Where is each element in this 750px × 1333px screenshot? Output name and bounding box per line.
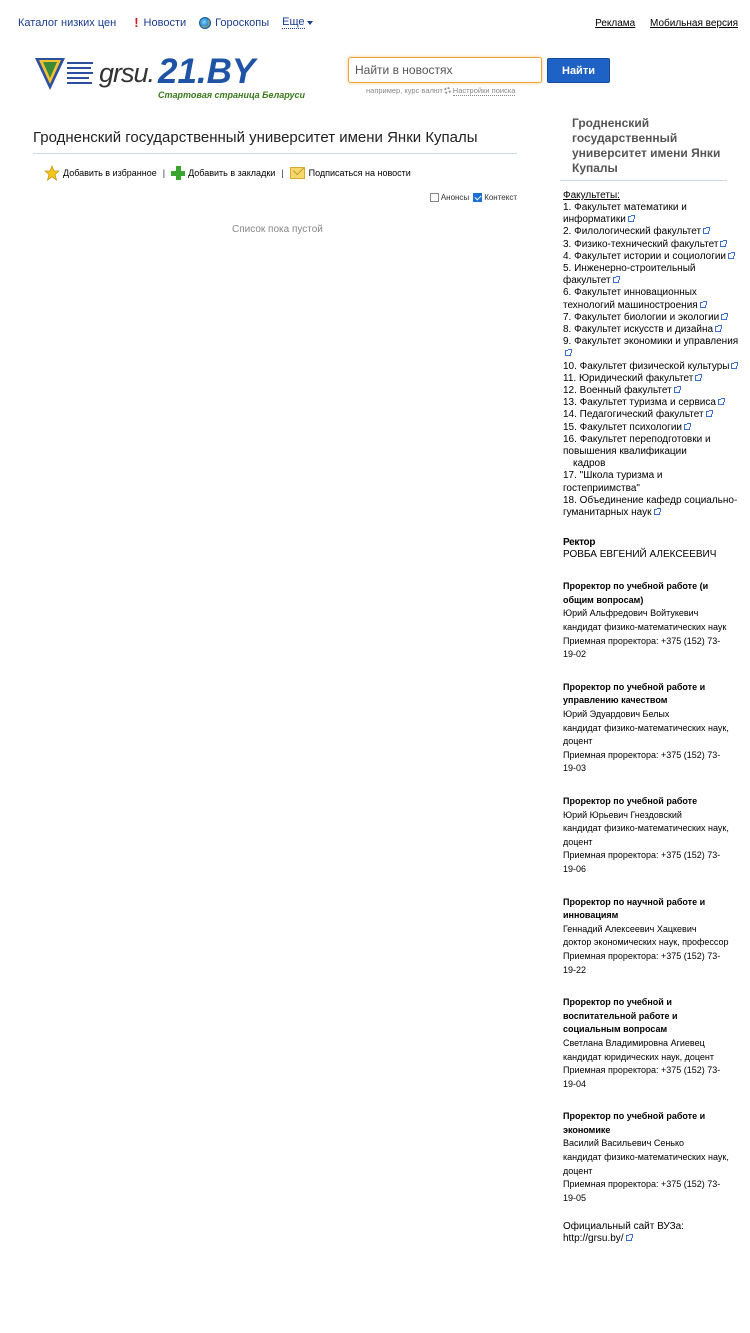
prorector-phone: Приемная проректора: +375 (152) 73-19-04 xyxy=(563,1065,721,1089)
external-link-icon[interactable] xyxy=(654,509,660,515)
grsu-wordmark: grsu. xyxy=(99,58,155,88)
site-logo[interactable]: 21.BY xyxy=(158,52,256,91)
faculty-name: 12. Военный факультет xyxy=(563,385,672,397)
prorector-heading: Проректор по учебной работе и управлению качеством xyxy=(563,681,706,706)
prorector-phone: Приемная проректора: +375 (152) 73-19-03 xyxy=(563,749,721,774)
external-link-icon[interactable] xyxy=(703,228,709,234)
action-separator: | xyxy=(281,168,284,178)
page-title: Гродненский государственный университет имени Янки Купалы xyxy=(33,129,478,146)
faculty-item[interactable] xyxy=(563,239,741,251)
add-to-bookmarks-button[interactable] xyxy=(171,166,275,180)
action-bar xyxy=(44,165,411,181)
faculty-name: 16. Факультет переподготовки и повышения квалификации xyxy=(563,433,711,458)
action-separator: | xyxy=(162,168,166,178)
faculty-item[interactable] xyxy=(563,226,741,238)
nav-catalog-link[interactable]: Каталог низких цен xyxy=(18,16,117,29)
external-link-icon[interactable] xyxy=(700,302,706,308)
official-site xyxy=(563,1221,741,1245)
external-link-icon[interactable] xyxy=(706,411,712,417)
faculty-item[interactable] xyxy=(563,409,741,421)
prorector-degree: кандидат юридических наук, доцент xyxy=(563,1051,715,1062)
add-to-favorites-button[interactable] xyxy=(44,165,157,181)
gear-icon xyxy=(444,87,451,94)
top-links xyxy=(583,18,738,29)
announcements-checkbox[interactable] xyxy=(430,193,439,202)
prorector-heading: Проректор по научной работе и инновациям xyxy=(563,896,706,921)
official-site-label: Официальный сайт ВУЗа: xyxy=(563,1221,684,1233)
official-site-row[interactable] xyxy=(563,1233,741,1245)
faculty-item xyxy=(563,470,741,494)
prorector-block xyxy=(563,795,731,877)
university-info xyxy=(563,190,741,1245)
prorector-name: Юрий Альфредович Войтукевич xyxy=(563,608,699,619)
sidebar-title: Гродненский государственный университет имени Янки Купалы xyxy=(572,116,721,175)
sidebar-divider xyxy=(560,180,727,181)
nav-news-link[interactable] xyxy=(134,16,186,29)
external-link-icon[interactable] xyxy=(626,1235,632,1241)
faculty-item[interactable] xyxy=(563,287,741,311)
prorector-block xyxy=(563,1110,731,1205)
faculty-item xyxy=(563,434,741,458)
faculty-name: 6. Факультет инновационных технологий машиностроения xyxy=(563,287,698,311)
external-link-icon[interactable] xyxy=(674,387,680,393)
faculty-item[interactable] xyxy=(563,202,741,226)
faculty-item[interactable] xyxy=(563,336,741,360)
faculty-name: 13. Факультет туризма и сервиса xyxy=(563,397,716,409)
prorector-degree: кандидат физико-математических наук, доцент xyxy=(563,1152,729,1176)
search-example: например, курс валют xyxy=(366,86,443,95)
prorector-block xyxy=(563,996,731,1091)
external-link-icon[interactable] xyxy=(720,241,726,247)
prorector-degree: кандидат физико-математических наук xyxy=(563,622,727,633)
faculty-item[interactable] xyxy=(563,361,741,373)
faculty-name: 9. Факультет экономики и управления xyxy=(563,336,739,348)
prorector-phone: Приемная проректора: +375 (152) 73-19-22 xyxy=(563,950,721,975)
external-link-icon[interactable] xyxy=(628,216,634,222)
search-input[interactable] xyxy=(348,57,542,83)
faculty-name: 1. Факультет математики и информатики xyxy=(563,202,687,226)
grsu-emblem-logo[interactable] xyxy=(33,56,97,92)
context-label: Контекст xyxy=(484,193,517,202)
site-slogan: Стартовая страница Беларуси xyxy=(158,90,306,100)
prorector-name: Геннадий Алексеевич Хацкевич xyxy=(563,923,697,934)
prorector-block xyxy=(563,681,731,776)
prorector-phone: Приемная проректора: +375 (152) 73-19-05 xyxy=(563,1179,721,1203)
ads-link[interactable]: Реклама xyxy=(595,18,636,29)
faculty-name: 8. Факультет искусств и дизайна xyxy=(563,324,714,336)
star-icon xyxy=(44,165,60,181)
prorector-phone: Приемная проректора: +375 (152) 73-19-02 xyxy=(563,635,721,660)
nav-more-label: Еще xyxy=(282,16,305,28)
faculty-name: 11. Юридический факультет xyxy=(563,372,694,384)
prorector-name: Василий Васильевич Сенько xyxy=(563,1138,685,1149)
prorector-name: Юрий Эдуардович Белых xyxy=(563,709,670,720)
rector-block xyxy=(563,537,741,561)
faculty-name: 7. Факультет биологии и экологии xyxy=(563,311,720,323)
mobile-version-link[interactable]: Мобильная версия xyxy=(650,18,738,29)
add-to-bookmarks-label: Добавить в закладки xyxy=(188,168,276,178)
prorector-degree: кандидат физико-математических наук, доцент xyxy=(563,722,729,747)
faculty-name: 3. Физико-технический факультет xyxy=(563,238,719,250)
nav-horoscopes-label: Гороскопы xyxy=(215,16,270,29)
search-hint xyxy=(366,86,515,95)
faculty-item-continuation xyxy=(563,458,741,470)
external-link-icon[interactable] xyxy=(718,399,724,405)
feed-filters xyxy=(430,193,517,202)
faculty-name: 4. Факультет истории и социологии xyxy=(563,250,727,262)
nav-horoscopes-link[interactable] xyxy=(199,17,269,29)
empty-list-message: Список пока пустой xyxy=(232,224,323,235)
prorector-block xyxy=(563,580,731,662)
prorector-phone: Приемная проректора: +375 (152) 73-19-06 xyxy=(563,850,721,874)
faculty-name: 5. Инженерно-строительный факультет xyxy=(563,263,696,287)
faculty-list xyxy=(563,202,741,519)
prorector-block xyxy=(563,896,731,978)
faculty-item[interactable] xyxy=(563,263,741,287)
external-link-icon[interactable] xyxy=(613,277,619,283)
faculty-name: 15. Факультет психологии xyxy=(563,421,682,433)
official-site-link[interactable]: http://grsu.by/ xyxy=(563,1233,624,1245)
faculty-item[interactable] xyxy=(563,397,741,409)
prorector-heading: Проректор по учебной работе и экономике xyxy=(563,1111,706,1135)
rector-name: РОВБА ЕВГЕНИЙ АЛЕКСЕЕВИЧ xyxy=(563,549,717,561)
faculty-item[interactable] xyxy=(563,373,741,385)
prorector-name: Светлана Владимировна Агиевец xyxy=(563,1037,705,1048)
prorector-heading: Проректор по учебной и воспитательной работе и социальным вопросам xyxy=(563,997,678,1035)
prorector-heading: Проректор по учебной работе xyxy=(563,796,698,806)
search-button[interactable]: Найти xyxy=(547,58,610,83)
exclamation-icon: ! xyxy=(134,15,139,30)
external-link-icon[interactable] xyxy=(731,363,737,369)
external-link-icon[interactable] xyxy=(565,350,571,356)
envelope-icon xyxy=(290,167,305,179)
faculty-item[interactable] xyxy=(563,385,741,397)
faculty-name: 10. Факультет физической культуры xyxy=(563,360,730,372)
rector-heading: Ректор xyxy=(563,537,596,549)
external-link-icon[interactable] xyxy=(684,424,690,430)
faculty-item[interactable] xyxy=(563,312,741,324)
external-link-icon[interactable] xyxy=(715,326,721,332)
faculty-item[interactable] xyxy=(563,324,741,336)
prorector-degree: кандидат физико-математических наук, доцент xyxy=(563,823,729,847)
announcements-label: Анонсы xyxy=(440,193,470,202)
prorector-heading: Проректор по учебной работе (и общим вопросам) xyxy=(563,581,709,605)
subscribe-news-button[interactable] xyxy=(290,167,411,179)
faculty-name: кадров xyxy=(573,458,606,470)
prorector-name: Юрий Юрьевич Гнездовский xyxy=(563,809,682,820)
faculty-item[interactable] xyxy=(563,251,741,263)
external-link-icon[interactable] xyxy=(695,375,701,381)
faculty-name: 18. Объединение кафедр социально-гуманитарных наук xyxy=(563,494,738,519)
faculty-name: 2. Филологический факультет xyxy=(563,226,702,238)
prorector-degree: доктор экономических наук, профессор xyxy=(563,937,729,948)
search-settings-link[interactable]: Настройки поиска xyxy=(452,86,516,95)
external-link-icon[interactable] xyxy=(728,253,734,259)
title-divider xyxy=(33,153,517,154)
faculty-item[interactable] xyxy=(563,495,741,519)
external-link-icon[interactable] xyxy=(721,314,727,320)
plus-icon xyxy=(171,166,185,180)
context-checkbox[interactable] xyxy=(473,193,482,202)
nav-more-dropdown[interactable] xyxy=(282,16,312,29)
faculty-name: 17. "Школа туризма и гостеприимства" xyxy=(563,470,663,494)
faculties-heading: Факультеты: xyxy=(563,190,620,201)
chevron-down-icon xyxy=(307,21,313,25)
faculties-heading-text: Факультеты xyxy=(563,190,618,201)
add-to-favorites-label: Добавить в избранное xyxy=(63,168,157,178)
faculty-item[interactable] xyxy=(563,422,741,434)
nav-news-label: Новости xyxy=(143,16,187,29)
top-nav xyxy=(18,16,313,29)
faculty-name: 14. Педагогический факультет xyxy=(563,409,704,421)
subscribe-news-label: Подписаться на новости xyxy=(308,168,411,178)
globe-icon xyxy=(199,17,211,29)
